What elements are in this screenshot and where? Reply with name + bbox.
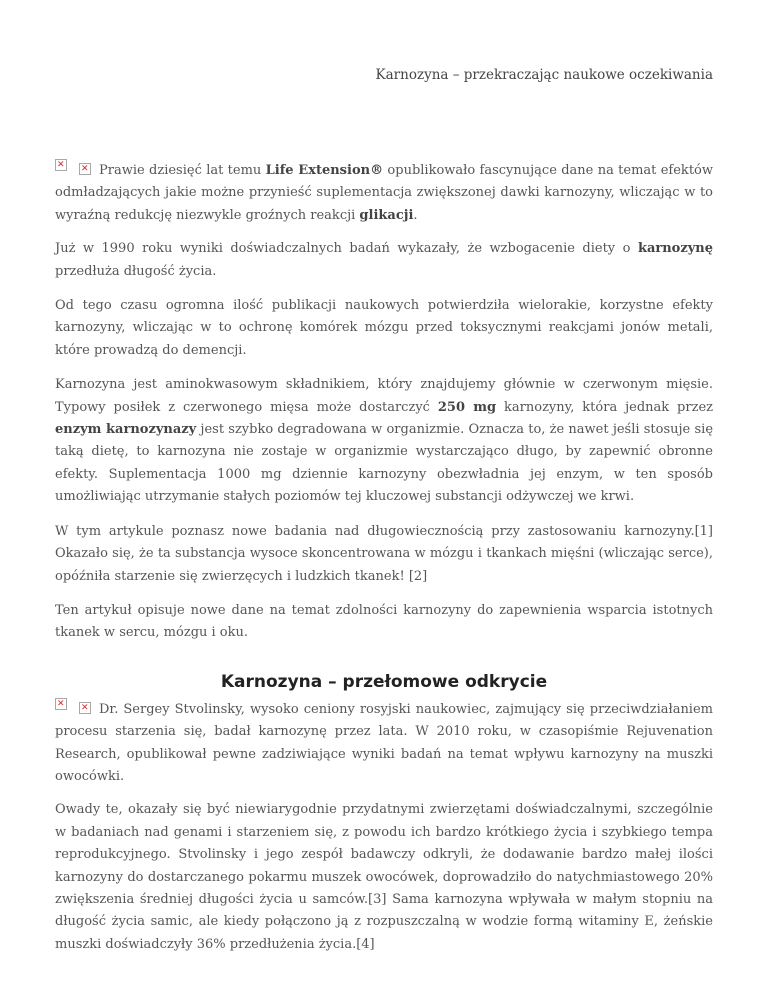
paragraph-intro [55,160,713,227]
bold-text: Life Extension® [265,163,384,178]
bold-text: glikacji [359,207,414,223]
paragraph-publications: Od tego czasu ogromna ilość publikacji naukowych potwierdziła wielorakie, korzystne efekty karnozyny, wliczając w to ochronę komórek mózgu przed toksycznymi reakcjami jonów metali, które prowadzą do demencji. [55,298,713,358]
text: Dr. Sergey Stvolinsky, wysoko ceniony rosyjski naukowiec, zajmujący się przeciwdziałaniem procesu starzenia się, badał karnozynę przez lata. W 2010 roku, w czasopiśmie Rejuvenation Research, opublikował pewne zadziwiające wyniki badań na temat wpływu karnozyny na muszki owocówki. [55,701,713,784]
text: przedłuża długość życia. [55,263,217,279]
broken-image-icon [79,163,91,175]
document-content [55,160,713,968]
broken-image-icon [55,159,67,171]
bold-text: enzym karnozynazy [55,422,197,438]
paragraph-longevity: W tym artykule poznasz nowe badania nad długowiecznością przy zastosowaniu karnozyny.[1] Okazało się, że ta substancja wysoce skoncentrowana w mózgu i tkankach mięśni (wliczając serce), opóźniła starzenie się zwierzęcych i ludzkich tkanek! [2] [55,523,713,584]
text: karnozyny, która jednak przez [496,399,713,415]
text: opublikowało fascynujące dane na temat efektów odmładzających jakie możne przynieść suplementacja zwiększonej dawki karnozyny, wliczając w to wyraźną redukcję niezwykle groźnych reakcji [55,163,713,223]
text: jest szybko degradowana w organizmie. Oznacza to, że nawet jeśli stosuje się taką dietę, to karnozyna nie zostaje w organizmie wystarczająco długo, by zapewnić obronne efekty. Suplementacja 1000 mg dziennie karnozyny obezwładnia jej enzym, w ten sposób umożliwiając utrzymanie stałych poziomów tej kluczowej substancji odżywczej we krwi. [55,422,714,505]
bold-text: karnozynę [637,241,713,257]
paragraph-stvolinsky [55,699,713,789]
paragraph-fruit-flies: Owady te, okazały się być niewiarygodnie przydatnymi zwierzętami doświadczalnymi, szczególnie w badaniach nad genami i starzeniem się, z powodu ich bardzo krótkiego życia i szybkiego tempa reprodukcyjnego. Stvolinsky i jego zespół badawczy odkryli, że dodawanie bardzo małej ilości karnozyny do dostarczanego pokarmu muszek owocówek, doprowadziło do natychmiastowego 20% zwiększenia średniej długości życia u samców.[3] Sama karnozyna wpływała w małym stopniu na długość życia samic, ale kiedy połączono ją z rozpuszczalną w wodzie formą witaminy E, żeńskie muszki doświadczyły 36% przedłużenia życia.[4] [55,802,713,952]
text: . [413,207,418,223]
paragraph-amino-acid [55,374,713,508]
text: Już w 1990 roku wyniki doświadczalnych badań wykazały, że wzbogacenie diety o [55,241,638,257]
paragraph-1990 [55,238,713,283]
broken-image-icon [79,702,91,714]
section-heading: Karnozyna – przełomowe odkrycie [220,671,548,692]
document-header-title: Karnozyna – przekraczając naukowe oczekiwania [375,67,713,83]
broken-image-icon [55,698,67,710]
text: Karnozyna jest aminokwasowym składnikiem, który znajdujemy głównie w czerwonym mięsie. Typowy posiłek z czerwonego mięsa może dostarczyć [55,377,713,415]
text: Prawie dziesięć lat temu [99,163,266,178]
paragraph-new-data: Ten artykuł opisuje nowe dane na temat zdolności karnozyny do zapewnienia wsparcia istotnych tkanek w sercu, mózgu i oku. [55,602,713,641]
bold-text: 250 mg [437,399,497,415]
